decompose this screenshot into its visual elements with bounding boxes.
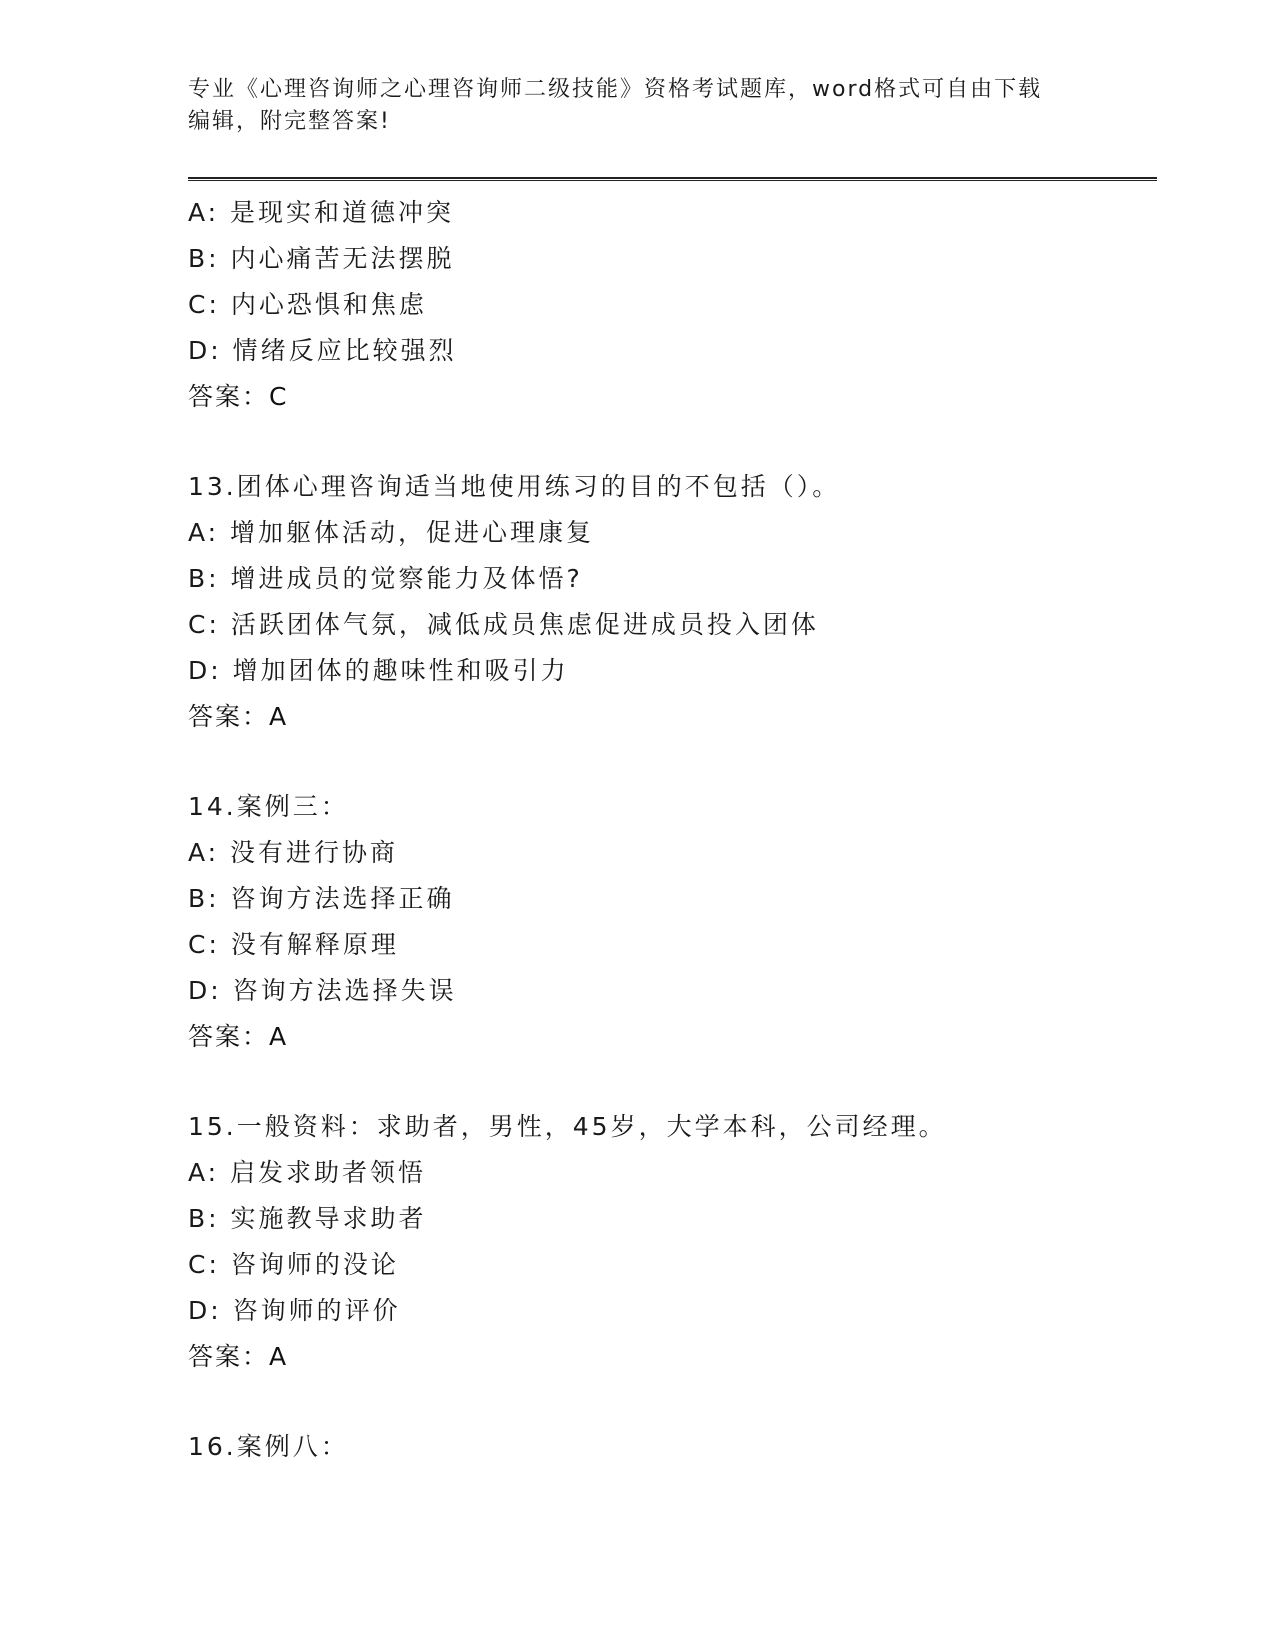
answer-line: 答案：A: [188, 702, 289, 731]
spacer: [188, 1380, 1148, 1424]
spacer: [188, 420, 1148, 464]
question-block: [188, 784, 1148, 1060]
option-c: C: 内心恐惧和焦虑: [188, 290, 427, 319]
option-d: D: 情绪反应比较强烈: [188, 336, 457, 365]
option-a: A: 增加躯体活动，促进心理康复: [188, 518, 595, 547]
option-a: A: 没有进行协商: [188, 838, 399, 867]
spacer: [188, 740, 1148, 784]
question-text: 15.一般资料：求助者，男性，45岁，大学本科，公司经理。: [188, 1112, 947, 1141]
option-c: C: 活跃团体气氛，减低成员焦虑促进成员投入团体: [188, 610, 819, 639]
answer-line: 答案：A: [188, 1342, 289, 1371]
header-line-2: 编辑，附完整答案!: [188, 109, 391, 134]
option-b: B: 内心痛苦无法摆脱: [188, 244, 455, 273]
header-divider: [188, 177, 1157, 181]
document-header: [188, 74, 1088, 138]
spacer: [188, 1060, 1148, 1104]
question-text: 13.团体心理咨询适当地使用练习的目的不包括（）。: [188, 472, 841, 501]
option-b: B: 增进成员的觉察能力及体悟?: [188, 564, 583, 593]
question-block: [188, 1104, 1148, 1380]
answer-line: 答案：C: [188, 382, 289, 411]
question-block: [188, 464, 1148, 740]
option-c: C: 没有解释原理: [188, 930, 399, 959]
question-block: [188, 190, 1148, 420]
option-d: D: 咨询方法选择失误: [188, 976, 457, 1005]
question-text: 16.案例八：: [188, 1432, 349, 1461]
answer-line: 答案：A: [188, 1022, 289, 1051]
option-b: B: 咨询方法选择正确: [188, 884, 455, 913]
option-a: A: 启发求助者领悟: [188, 1158, 427, 1187]
question-list: [188, 190, 1148, 1470]
option-c: C: 咨询师的没论: [188, 1250, 399, 1279]
option-b: B: 实施教导求助者: [188, 1204, 427, 1233]
question-block: [188, 1424, 1148, 1470]
option-d: D: 咨询师的评价: [188, 1296, 401, 1325]
option-d: D: 增加团体的趣味性和吸引力: [188, 656, 569, 685]
option-a: A: 是现实和道德冲突: [188, 198, 455, 227]
header-line-1: 专业《心理咨询师之心理咨询师二级技能》资格考试题库，word格式可自由下载: [188, 77, 1043, 102]
question-text: 14.案例三：: [188, 792, 349, 821]
